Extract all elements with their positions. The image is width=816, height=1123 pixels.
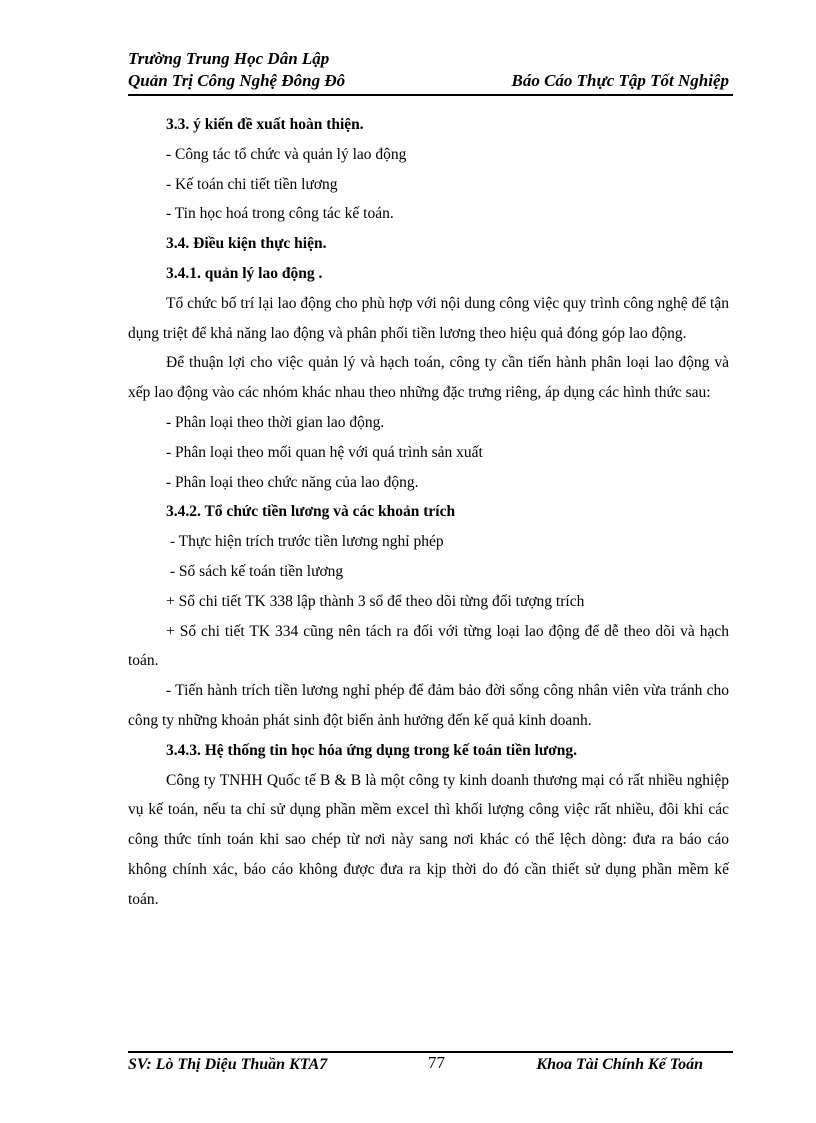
paragraph: - Tiến hành trích tiền lương nghỉ phép để đảm bảo đời sống công nhân viên vừa tránh cho công ty những khoản phát sinh đột biến ảnh hưởng đến kế quả kinh doanh. [128, 682, 729, 729]
section-3-4-2-heading: 3.4.2. Tổ chức tiền lương và các khoản trích [166, 503, 456, 521]
list-item: - Thực hiện trích trước tiền lương nghỉ phép [166, 533, 444, 551]
page-footer [128, 1053, 733, 1078]
list-item: - Sổ sách kế toán tiền lương [166, 562, 344, 580]
section-3-4-1-heading: 3.4.1. quản lý lao động . [166, 264, 323, 282]
section-3-3-heading: 3.3. ý kiến đề xuất hoàn thiện. [166, 116, 364, 133]
paragraph: + Sổ chi tiết TK 334 cũng nên tách ra đối với từng loại lao động để dễ theo dõi và hạch toán. [128, 622, 729, 670]
student-name: SV: Lò Thị Diệu Thuần KTA7 [128, 1056, 328, 1073]
list-item: + Sổ chi tiết TK 338 lập thành 3 sổ để theo dõi từng đối tượng trích [166, 592, 585, 610]
list-item: - Phân loại theo thời gian lao động. [166, 413, 385, 431]
paragraph: Công ty TNHH Quốc tế B & B là một công ty kinh doanh thương mại có rất nhiều nghiệp vụ kế toán, nếu ta chỉ sử dụng phần mềm excel thì khối lượng công việc rất nhiều, đôi khi các công thức tính toán khi sao chép từ nơi này sang nơi khác có thể lệch dòng: đưa ra báo cáo không chính xác, báo cáo không được đưa ra kịp thời do đó cần thiết sử dụng phần mềm kế toán. [128, 771, 729, 908]
section-3-4-heading: 3.4. Điều kiện thực hiện. [166, 235, 327, 253]
page-header [128, 48, 733, 92]
faculty-name: Khoa Tài Chính Kế Toán [536, 1056, 703, 1073]
list-item: - Kế toán chi tiết tiền lương [166, 175, 338, 193]
header-line2 [128, 70, 733, 92]
section-3-4-3-heading: 3.4.3. Hệ thống tin học hóa ứng dụng trong kế toán tiền lương. [166, 741, 578, 759]
school-name-line1: Trường Trung Học Dân Lập [128, 49, 330, 68]
list-item: - Phân loại theo mối quan hệ với quá trình sản xuất [166, 443, 483, 461]
page-number: 77 [428, 1053, 445, 1072]
header-divider [128, 94, 733, 96]
list-item: - Tin học hoá trong công tác kế toán. [166, 205, 394, 223]
page-content [128, 110, 729, 915]
school-name-line2: Quản Trị Công Nghệ Đông Đô [128, 71, 346, 90]
paragraph: Để thuận lợi cho việc quản lý và hạch toán, công ty cần tiến hành phân loại lao động và xếp lao động vào các nhóm khác nhau theo những đặc trưng riêng, áp dụng các hình thức sau: [128, 354, 729, 402]
report-title: Báo Cáo Thực Tập Tốt Nghiệp [511, 71, 729, 90]
list-item: - Phân loại theo chức năng của lao động. [166, 473, 419, 491]
paragraph: Tổ chức bố trí lại lao động cho phù hợp với nội dung công việc quy trình công nghệ để tận dụng triệt để khả năng lao động và phân phối tiền lương theo hiệu quả đóng góp lao động. [128, 294, 729, 342]
list-item: - Công tác tổ chức và quản lý lao động [166, 145, 407, 163]
